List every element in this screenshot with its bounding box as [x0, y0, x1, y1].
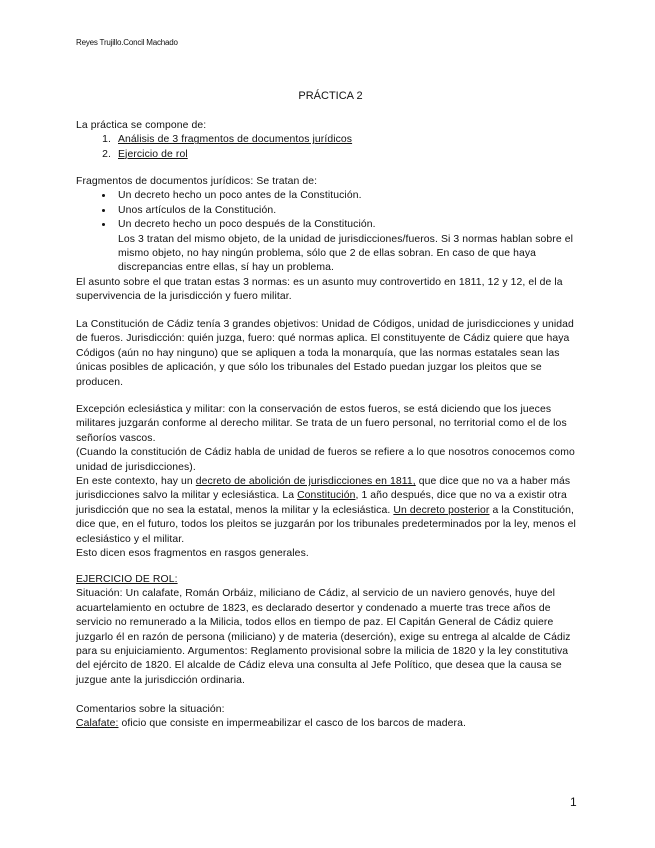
excepcion-p3 — [76, 475, 576, 547]
bullet-list — [76, 189, 576, 232]
calafate-term: Calafate: — [76, 718, 119, 730]
page-header: Reyes Trujillo.Concil Machado — [76, 38, 178, 47]
list-item: • Un decreto hecho un poco después de la Constitución. — [114, 218, 576, 232]
calafate-text: oficio que consiste en impermeabilizar el casco de los barcos de madera. — [118, 718, 466, 730]
list-item: 2. Ejercicio de rol — [114, 148, 576, 162]
asunto-paragraph: El asunto sobre el que tratan estas 3 normas: es un asunto muy controvertido en 1811, 12 y 12, el de la supervivencia de la jurisdicción y fuero militar. — [76, 276, 563, 303]
page-number: 1 — [570, 795, 577, 809]
rol-section — [76, 573, 576, 731]
fragments-heading: Fragmentos de documentos jurídicos: Se tratan de: — [76, 176, 318, 187]
rol-heading: EJERCICIO DE ROL: — [76, 574, 178, 585]
underlined-reference: Constitución — [297, 490, 356, 502]
comentarios-heading: Comentarios sobre la situación: — [76, 703, 225, 715]
underlined-reference: decreto de abolición de jurisdicciones en 1811, — [195, 476, 416, 488]
underlined-reference: Un decreto posterior — [393, 504, 490, 516]
intro-text: La práctica se compone de: — [76, 120, 207, 131]
list-item: 1. Análisis de 3 fragmentos de documentos jurídicos — [114, 133, 576, 147]
text-segment: , 1 año después, dice que no va a existir otra jurisdicción que no sea la estatal, menos la militar y la eclesiástica. — [76, 490, 567, 516]
excepcion-p2: (Cuando la constitución de Cádiz habla de unidad de fueros se refiere a lo que nosotros conocemos como unidad de jurisdicciones). — [76, 447, 575, 473]
text-segment: a la Constitución, dice que, en el futuro, todos los pleitos se juzgarán por los tribunales predeterminados por la ley, menos el eclesiástico y el militar. — [76, 504, 576, 545]
numbered-list — [76, 133, 576, 162]
excepcion-p1: Excepción eclesiástica y militar: con la conservación de estos fueros, se está diciendo que los jueces militares juzgarán conforme al derecho militar. Se trata de un fuero personal, no territorial como el de los señoríos vascos. — [76, 404, 567, 444]
bullet-note: Los 3 tratan del mismo objeto, de la unidad de jurisdicciones/fueros. Si 3 normas hablan sobre el mismo objeto, no hay ningún problema, sólo que 2 de ellas sobran. En caso de que haya discrepancias entre ellas, sí hay un problema. — [118, 233, 574, 274]
excepcion-p4: Esto dicen esos fragmentos en rasgos generales. — [76, 548, 309, 560]
page-title: PRÁCTICA 2 — [298, 90, 363, 102]
situacion-paragraph: Situación: Un calafate, Román Orbáiz, miliciano de Cádiz, al servicio de un naviero genovés, huye del acuartelamiento en octubre de 1823, es declarado desertor y condenado a muerte tras trece años de servicio no remunerado a la Milicia, todos ellos en tiempo de paz. El Capitán General de Cádiz quiere juzgarlo él en razón de persona (miliciano) y de materia (deserción), exige su entrega al alcalde de Cádiz para su enjuiciamiento. Argumentos: Reglamento provisional sobre la milicia de 1820 y la ley constitutiva del ejército de 1820. El alcalde de Cádiz eleva una consulta al Jefe Político, que desea que la causa se juzgue ante la jurisdicción ordinaria. — [76, 588, 571, 686]
fragments-section — [76, 175, 576, 305]
text-segment: En este contexto, hay un — [76, 476, 196, 488]
list-item: • Un decreto hecho un poco antes de la Constitución. — [114, 189, 576, 203]
list-item: • Unos artículos de la Constitución. — [114, 204, 576, 218]
calafate-definition — [76, 717, 576, 731]
intro-section — [76, 119, 576, 162]
constitucion-paragraph: La Constitución de Cádiz tenía 3 grandes objetivos: Unidad de Códigos, unidad de jurisdicciones y unidad de fueros. Jurisdicción: quién juzga, fuero: qué normas aplica. El constituyente de Cádiz quiere que haya Códigos (aún no hay ninguno) que se apliquen a toda la monarquía, que las normas estatales sean las únicas posibles de aplicación, y que sólo los tribunales del Estado puedan juzgar los pleitos que se producen. — [76, 319, 574, 388]
text-segment: que dice que no va a haber más jurisdicciones salvo la militar y eclesiástica. La — [76, 476, 571, 502]
excepcion-section — [76, 403, 576, 561]
